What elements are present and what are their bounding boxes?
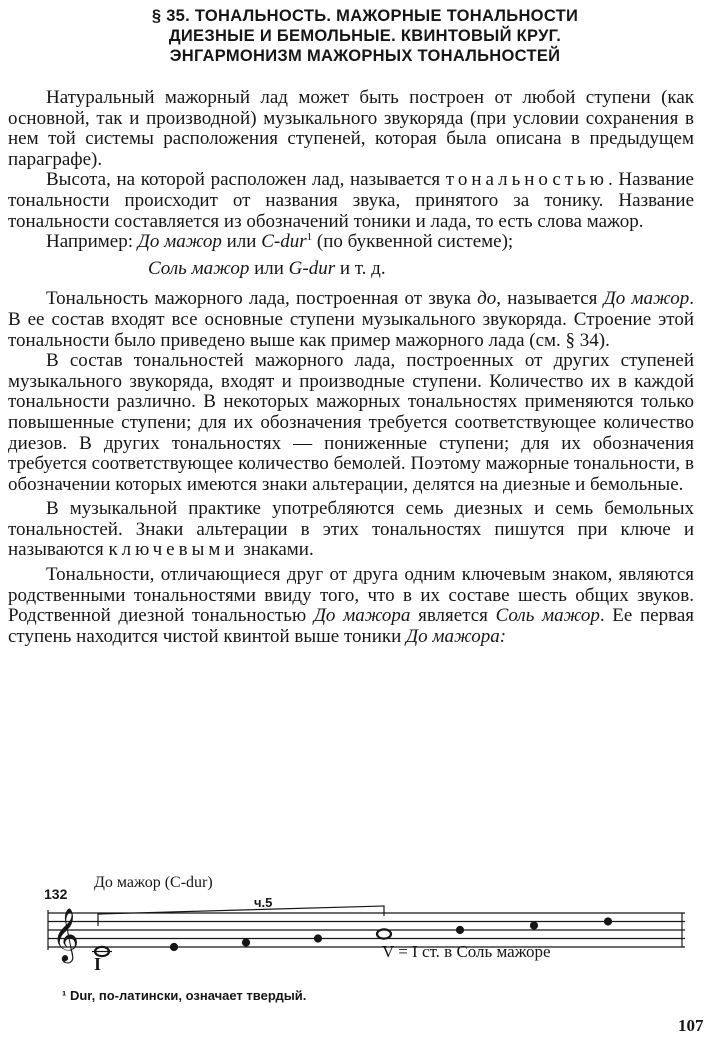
- etc-text: и т. д.: [335, 257, 386, 279]
- staff-lines: [48, 910, 685, 950]
- paragraph-5-text-a: Тональность мажорного лада, построенная от звука: [46, 288, 478, 310]
- letter-system-note: (по буквенной системе);: [312, 231, 514, 253]
- interval-bracket: [98, 906, 384, 926]
- key-name-c-major: До мажор: [137, 231, 222, 253]
- paragraph-4: [8, 259, 694, 280]
- paragraph-2-text-b: . Название тональности происходит от названия звука, принятого за тонику. Название тональности составляется из обозначений тоники и лада, то есть слова мажор.: [8, 169, 694, 232]
- interval-label: ч.5: [254, 895, 273, 910]
- paragraph-2-text-a: Высота, на которой расположен лад, называется: [46, 169, 446, 191]
- paragraph-7-text-b: знаками.: [238, 539, 314, 561]
- paragraph-7-text-a: В музыкальной практике употребляются семь диезных и семь бемольных тональностей. Знаки альтерации в этих тональностях пишутся при ключе и называются: [8, 498, 694, 561]
- key-name-c-major: До мажор: [603, 288, 690, 310]
- degree-one-label: I: [94, 954, 102, 974]
- paragraph-8-text-b: является: [410, 605, 496, 627]
- note-f: [314, 935, 321, 942]
- heading-line-2: ДИЕЗНЫЕ И БЕМОЛЬНЫЕ. КВИНТОВЫЙ КРУГ.: [168, 27, 562, 45]
- term-tonality: тональностью: [445, 169, 609, 191]
- body-text: [8, 88, 694, 647]
- conjunction: или: [221, 231, 262, 253]
- paragraph-5: [8, 289, 694, 351]
- treble-clef-icon: 𝄞: [52, 907, 80, 961]
- note-c-high: [604, 918, 611, 925]
- footnote-marker: 1: [306, 231, 313, 244]
- example-title: До мажор (C-dur): [94, 874, 213, 891]
- key-name-c-dur: C-dur: [261, 231, 307, 253]
- term-key-signs: ключевыми: [108, 539, 239, 561]
- note-a: [456, 926, 463, 933]
- key-name-c-major: До мажора:: [406, 625, 507, 647]
- example-lead: Например:: [46, 231, 138, 253]
- paragraph-8-text-c: . Ее первая ступень находится чистой квинтой выше тоники: [8, 605, 694, 647]
- note-d: [170, 943, 177, 950]
- key-name-g-major: Соль мажор: [148, 257, 250, 279]
- section-heading: [40, 6, 690, 66]
- heading-line-1: § 35. ТОНАЛЬНОСТЬ. МАЖОРНЫЕ ТОНАЛЬНОСТИ: [151, 7, 579, 25]
- paragraph-8-text-a: Тональности, отличающиеся друг от друга одним ключевым знаком, являются родственными тональностями ввиду того, что в их составе шесть общих звуков. Родственной диезной тональностью: [8, 564, 694, 627]
- footnote: ¹ Dur, по-латински, означает твердый.: [62, 988, 307, 1003]
- conjunction: или: [249, 257, 289, 279]
- key-name-g-dur: G-dur: [288, 257, 336, 279]
- note-name-do: до: [477, 288, 497, 310]
- fifth-bracket: [98, 906, 384, 926]
- paragraph-3: [8, 232, 694, 253]
- page-number: 107: [678, 1016, 704, 1035]
- paragraph-2: [8, 170, 694, 232]
- note-b: [530, 922, 537, 929]
- example-number: 132: [44, 886, 68, 902]
- paragraph-5-text-c: . В ее состав входят все основные ступени музыкального звукоряда. Строение этой тональности было приведено выше как пример мажорного лада (см. § 34).: [8, 288, 694, 351]
- degree-caption: V = I ст. в Соль мажоре: [382, 942, 551, 961]
- paragraph-8: [8, 565, 694, 647]
- paragraph-1: Натуральный мажорный лад может быть построен от любой ступени (как основной, так и производной) музыкального звукоряда (при условии сохранения в нем той системы расположения ступеней, которая была описана в предыдущем параграфе).: [8, 87, 694, 170]
- paragraph-7: [8, 499, 694, 561]
- key-name-g-major: Соль мажор: [495, 605, 600, 627]
- heading-line-3: ЭНГАРМОНИЗМ МАЖОРНЫХ ТОНАЛЬНОСТЕЙ: [169, 47, 561, 65]
- note-e: [242, 939, 249, 946]
- music-example: [30, 868, 700, 988]
- key-name-c-major: До мажора: [313, 605, 411, 627]
- whole-note-g: [377, 929, 391, 938]
- music-staff: [30, 868, 700, 988]
- paragraph-5-text-b: , называется: [496, 288, 604, 310]
- paragraph-6: В состав тональностей мажорного лада, построенных от других ступеней музыкального звукоряда, входят и производные ступени. Количество их в каждой тональности различно. В некоторых мажорных тональностях применяются только повышенные ступени; для их обозначения требуется соответствующее количество диезов. В других тональностях — пониженные ступени; для их обозначения требуется соответствующее количество бемолей. Поэтому мажорные тональности, в обозначении которых имеются знаки альтерации, делятся на диезные и бемольные.: [8, 350, 694, 495]
